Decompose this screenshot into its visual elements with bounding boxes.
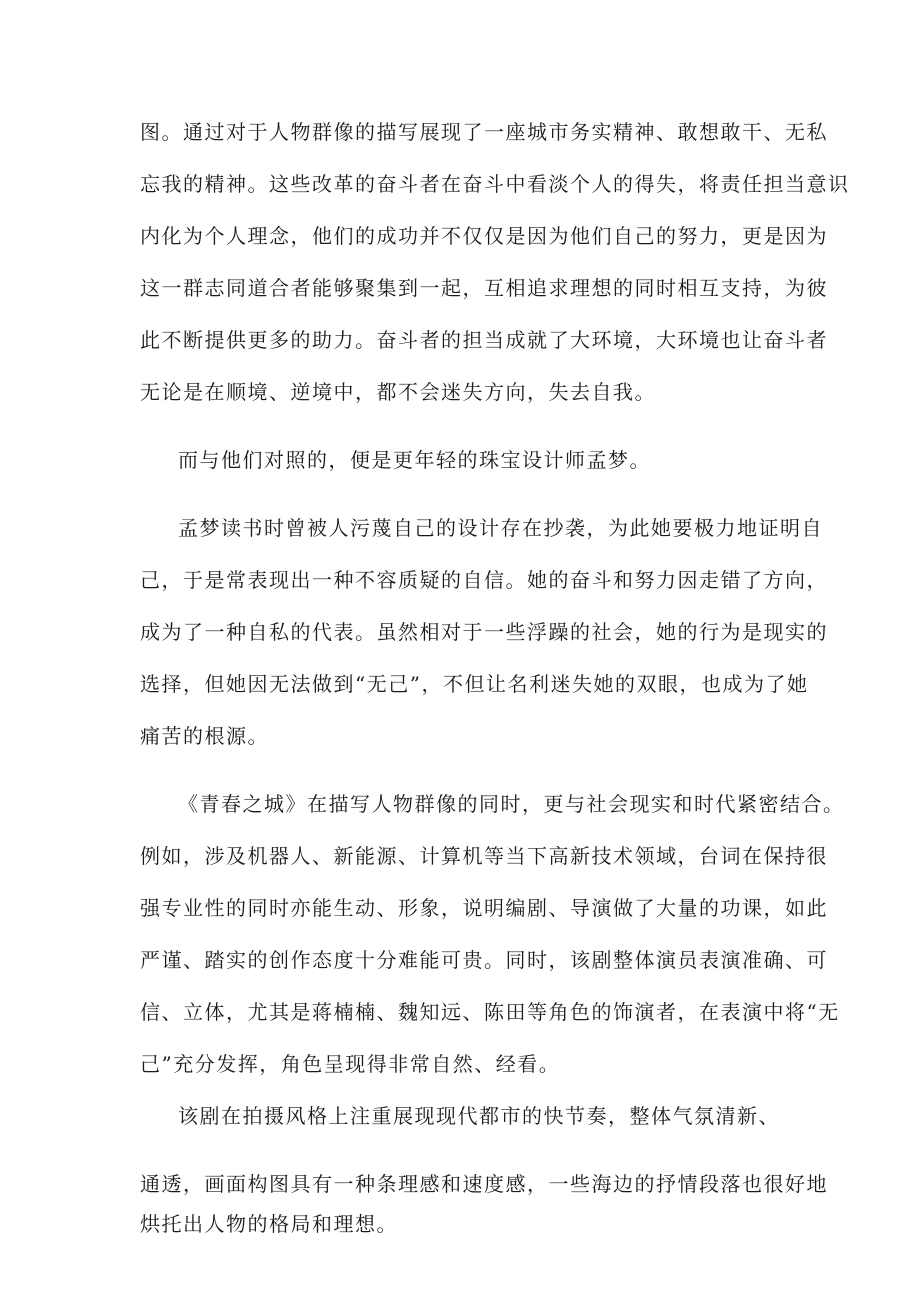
paragraph-3-line-5: 痛苦的根源。 — [140, 724, 269, 748]
paragraph-1-line-5: 此不断提供更多的助力。奋斗者的担当成就了大环境，大环境也让奋斗者 — [140, 328, 828, 352]
paragraph-3-line-2: 己，于是常表现出一种不容质疑的自信。她的奋斗和努力因走错了方向， — [140, 568, 828, 592]
paragraph-4-line-5: 信、立体，尤其是蒋楠楠、魏知远、陈田等角色的饰演者，在表演中将“无 — [140, 1000, 840, 1024]
paragraph-4-line-6: 己”充分发挥，角色呈现得非常自然、经看。 — [140, 1052, 561, 1076]
paragraph-5-line-1: 该剧在拍摄风格上注重展现现代都市的快节奏，整体气氛清新、 — [178, 1104, 780, 1128]
paragraph-1-line-3: 内化为个人理念，他们的成功并不仅仅是因为他们自己的努力，更是因为 — [140, 224, 828, 248]
paragraph-4-line-2: 例如，涉及机器人、新能源、计算机等当下高新技术领域，台词在保持很 — [140, 844, 828, 868]
paragraph-1-line-4: 这一群志同道合者能够聚集到一起，互相追求理想的同时相互支持，为彼 — [140, 276, 828, 300]
paragraph-4-line-4: 严谨、踏实的创作态度十分难能可贵。同时，该剧整体演员表演准确、可 — [140, 948, 828, 972]
paragraph-6-line-1: 通透，画面构图具有一种条理感和速度感，一些海边的抒情段落也很好地 — [140, 1172, 828, 1196]
paragraph-4-line-1: 《青春之城》在描写人物群像的同时，更与社会现实和时代紧密结合。 — [178, 792, 845, 816]
paragraph-2-line-1: 而与他们对照的，便是更年轻的珠宝设计师孟梦。 — [178, 448, 651, 472]
paragraph-1-line-2: 忘我的精神。这些改革的奋斗者在奋斗中看淡个人的得失，将责任担当意识 — [140, 172, 850, 196]
paragraph-1-line-6: 无论是在顺境、逆境中，都不会迷失方向，失去自我。 — [140, 380, 656, 404]
paragraph-3-line-3: 成为了一种自私的代表。虽然相对于一些浮躁的社会，她的行为是现实的 — [140, 620, 828, 644]
paragraph-3-line-1: 孟梦读书时曾被人污蔑自己的设计存在抄袭，为此她要极力地证明自 — [178, 516, 823, 540]
paragraph-3-line-4: 选择，但她因无法做到“无己”，不但让名利迷失她的双眼，也成为了她 — [140, 672, 809, 696]
paragraph-4-line-3: 强专业性的同时亦能生动、形象，说明编剧、导演做了大量的功课，如此 — [140, 896, 828, 920]
paragraph-1-line-1: 图。通过对于人物群像的描写展现了一座城市务实精神、敢想敢干、无私 — [140, 120, 828, 144]
paragraph-6-line-2: 烘托出人物的格局和理想。 — [140, 1212, 398, 1236]
